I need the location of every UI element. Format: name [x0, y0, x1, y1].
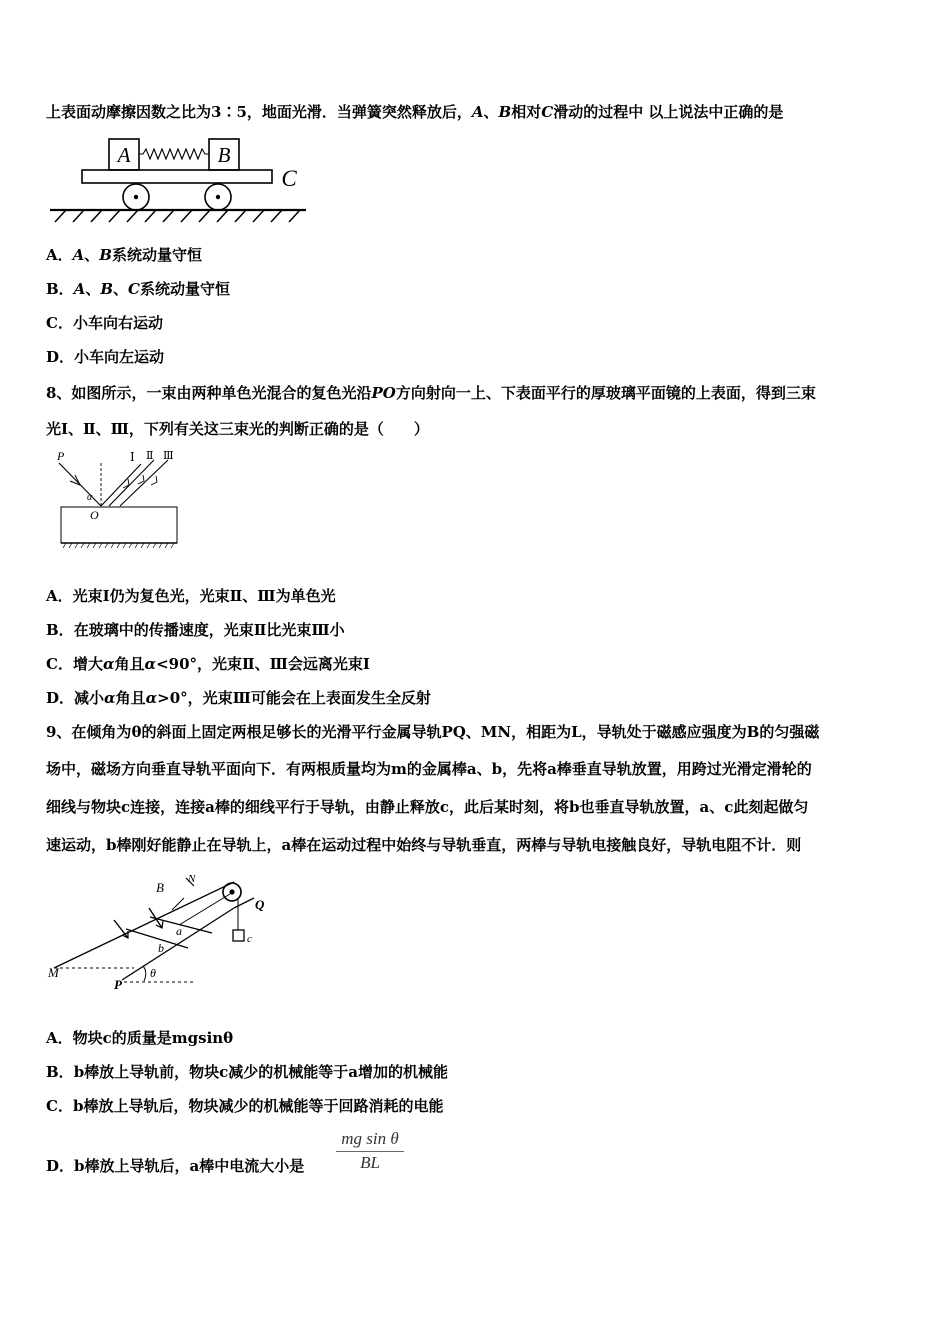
label-n: N	[188, 873, 196, 885]
label-bar-b: b	[158, 941, 164, 955]
label-p: P	[114, 977, 122, 992]
q7-option-d: D．小车向左运动	[46, 348, 165, 366]
label-bar-a: a	[176, 924, 182, 938]
label-o: O	[90, 508, 99, 522]
mirror-hatching	[61, 543, 177, 548]
q7-intro: 上表面动摩擦因数之比为3∶5，地面光滑．当弹簧突然释放后，A、B相对C滑动的过程中 以上说法中正确的是	[46, 103, 784, 121]
fraction-numerator: mg sin θ	[341, 1129, 399, 1148]
q8-stem-line-2: 光Ⅰ、Ⅱ、Ⅲ，下列有关这三束光的判断正确的是（ ）	[46, 420, 429, 438]
q7-option-b: B．A、B、C系统动量守恒	[46, 280, 231, 298]
q8-stem-line-1: 8、如图所示，一束由两种单色光混合的复色光沿PO方向射向一上、下表面平行的厚玻璃平面镜的上表面，得到三束	[46, 384, 816, 402]
ground-hatching	[55, 210, 300, 222]
q8-option-b: B．在玻璃中的传播速度，光束Ⅱ比光束Ⅲ小	[46, 621, 345, 639]
cart-body	[82, 170, 272, 183]
glass-plate	[61, 507, 177, 543]
string	[179, 894, 230, 925]
label-c: c	[247, 933, 252, 945]
q8-option-c: C．增大α角且α<90°，光束Ⅱ、Ⅲ会远离光束Ⅰ	[46, 655, 370, 673]
label-m: M	[48, 965, 59, 980]
label-beam-3: Ⅲ	[163, 450, 174, 462]
label-theta: θ	[150, 966, 156, 980]
angle-arc	[143, 966, 146, 981]
q9-stem-line-1: 9、在倾角为θ的斜面上固定两根足够长的光滑平行金属导轨PQ、MN，相距为L，导轨处于磁感应强度为B的匀强磁	[46, 723, 820, 741]
q7-option-a: A．A、B系统动量守恒	[46, 246, 202, 264]
q8-option-a: A．光束Ⅰ仍为复色光，光束Ⅱ、Ⅲ为单色光	[46, 587, 336, 605]
q9-stem-line-3: 细线与物块c连接，连接a棒的细线平行于导轨，由静止释放c，此后某时刻，将b也垂直导轨放置，a、c此刻起做匀	[46, 798, 809, 816]
q7-cart-spring-figure	[44, 132, 309, 226]
beam-2	[109, 460, 154, 506]
label-field-b: B	[156, 880, 164, 895]
rail-pq	[122, 908, 234, 980]
label-alpha: α	[87, 492, 93, 503]
q9-option-d-fraction	[334, 1128, 406, 1174]
label-beam-1: Ⅰ	[130, 450, 135, 464]
q9-option-b: B．b棒放上导轨前，物块c减少的机械能等于a增加的机械能	[46, 1063, 449, 1081]
spring	[139, 149, 209, 159]
q9-option-c: C．b棒放上导轨后，物块减少的机械能等于回路消耗的电能	[46, 1097, 444, 1115]
block-c	[233, 930, 244, 941]
label-a: A	[117, 143, 131, 167]
q9-option-d: D．b棒放上导轨后，a棒中电流大小是	[46, 1157, 305, 1175]
label-c: C	[281, 166, 297, 191]
q8-option-d: D．减小α角且α>0°，光束Ⅲ可能会在上表面发生全反射	[46, 689, 431, 707]
beam-3	[120, 460, 168, 506]
label-p: P	[57, 449, 65, 463]
label-b: B	[217, 143, 231, 167]
beam-1	[101, 464, 141, 506]
q9-option-a: A．物块c的质量是mgsinθ	[46, 1029, 234, 1047]
q9-stem-line-2: 场中，磁场方向垂直导轨平面向下．有两根质量均为m的金属棒a、b，先将a棒垂直导轨放置，用跨过光滑定滑轮的	[46, 760, 812, 778]
q9-incline-rails-figure	[44, 868, 276, 996]
fraction-denominator: BL	[360, 1153, 380, 1172]
label-beam-2: Ⅱ	[146, 450, 154, 462]
q9-stem-line-4: 速运动，b棒刚好能静止在导轨上，a棒在运动过程中始终与导轨垂直，两棒与导轨电接触良好，导轨电阻不计．则	[46, 836, 802, 854]
q7-option-c: C．小车向右运动	[46, 314, 163, 332]
label-q: Q	[255, 897, 265, 912]
q8-glass-light-figure	[44, 448, 189, 550]
